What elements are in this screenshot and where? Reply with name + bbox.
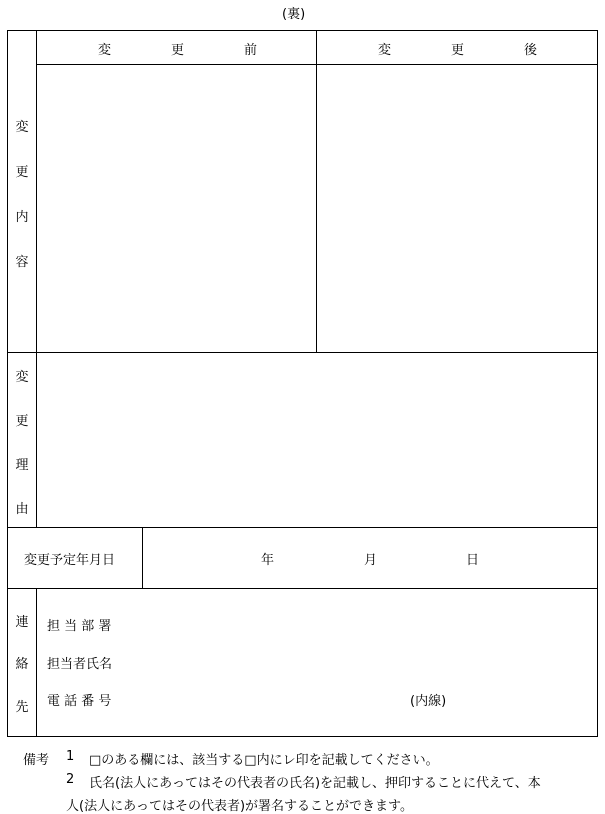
- label-char: 絡: [15, 657, 29, 672]
- department-field[interactable]: [140, 606, 590, 634]
- note-number: 2: [66, 772, 75, 787]
- year-label: 年: [261, 553, 275, 568]
- header-char: 更: [171, 43, 185, 58]
- scheduled-date-field[interactable]: [143, 528, 597, 588]
- change-reason-field[interactable]: [37, 353, 597, 527]
- divider: [7, 588, 598, 589]
- label-char: 変: [15, 370, 29, 385]
- header-char: 変: [98, 43, 112, 58]
- day-label: 日: [466, 553, 480, 568]
- header-char: 変: [378, 43, 392, 58]
- divider: [36, 588, 37, 736]
- month-label: 月: [364, 553, 378, 568]
- notes-heading: 備考: [23, 753, 50, 768]
- label-char: 容: [15, 255, 29, 270]
- border-top: [7, 30, 598, 31]
- border-right: [597, 30, 598, 737]
- note-number: 1: [66, 749, 75, 764]
- label-char: 変: [15, 120, 29, 135]
- before-content-field[interactable]: [37, 65, 316, 352]
- label-char: 更: [15, 165, 29, 180]
- phone-field[interactable]: [140, 681, 400, 709]
- person-name-label: 担当者氏名: [47, 657, 113, 672]
- label-char: 連: [15, 615, 29, 630]
- after-content-field[interactable]: [317, 65, 597, 352]
- department-label: 担 当 部 署: [47, 619, 112, 634]
- phone-label: 電 話 番 号: [47, 694, 112, 709]
- label-char: 先: [15, 700, 29, 715]
- label-char: 内: [15, 210, 29, 225]
- header-char: 更: [451, 43, 465, 58]
- label-char: 理: [15, 458, 29, 473]
- note-text: 人(法人にあってはその代表者)が署名することができます。: [66, 799, 413, 814]
- scheduled-date-label: 変更予定年月日: [24, 553, 116, 568]
- person-name-field[interactable]: [140, 644, 590, 672]
- note-text: 氏名(法人にあってはその代表者の氏名)を記載し、押印することに代えて、本: [89, 776, 541, 791]
- border-bottom: [7, 736, 598, 737]
- extension-label: (内線): [410, 694, 447, 709]
- label-char: 由: [15, 502, 29, 517]
- label-char: 更: [15, 414, 29, 429]
- header-char: 後: [524, 43, 538, 58]
- header-char: 前: [244, 43, 258, 58]
- note-text: □のある欄には、該当する□内にレ印を記載してください。: [89, 753, 439, 768]
- page-label: (裏): [282, 7, 306, 22]
